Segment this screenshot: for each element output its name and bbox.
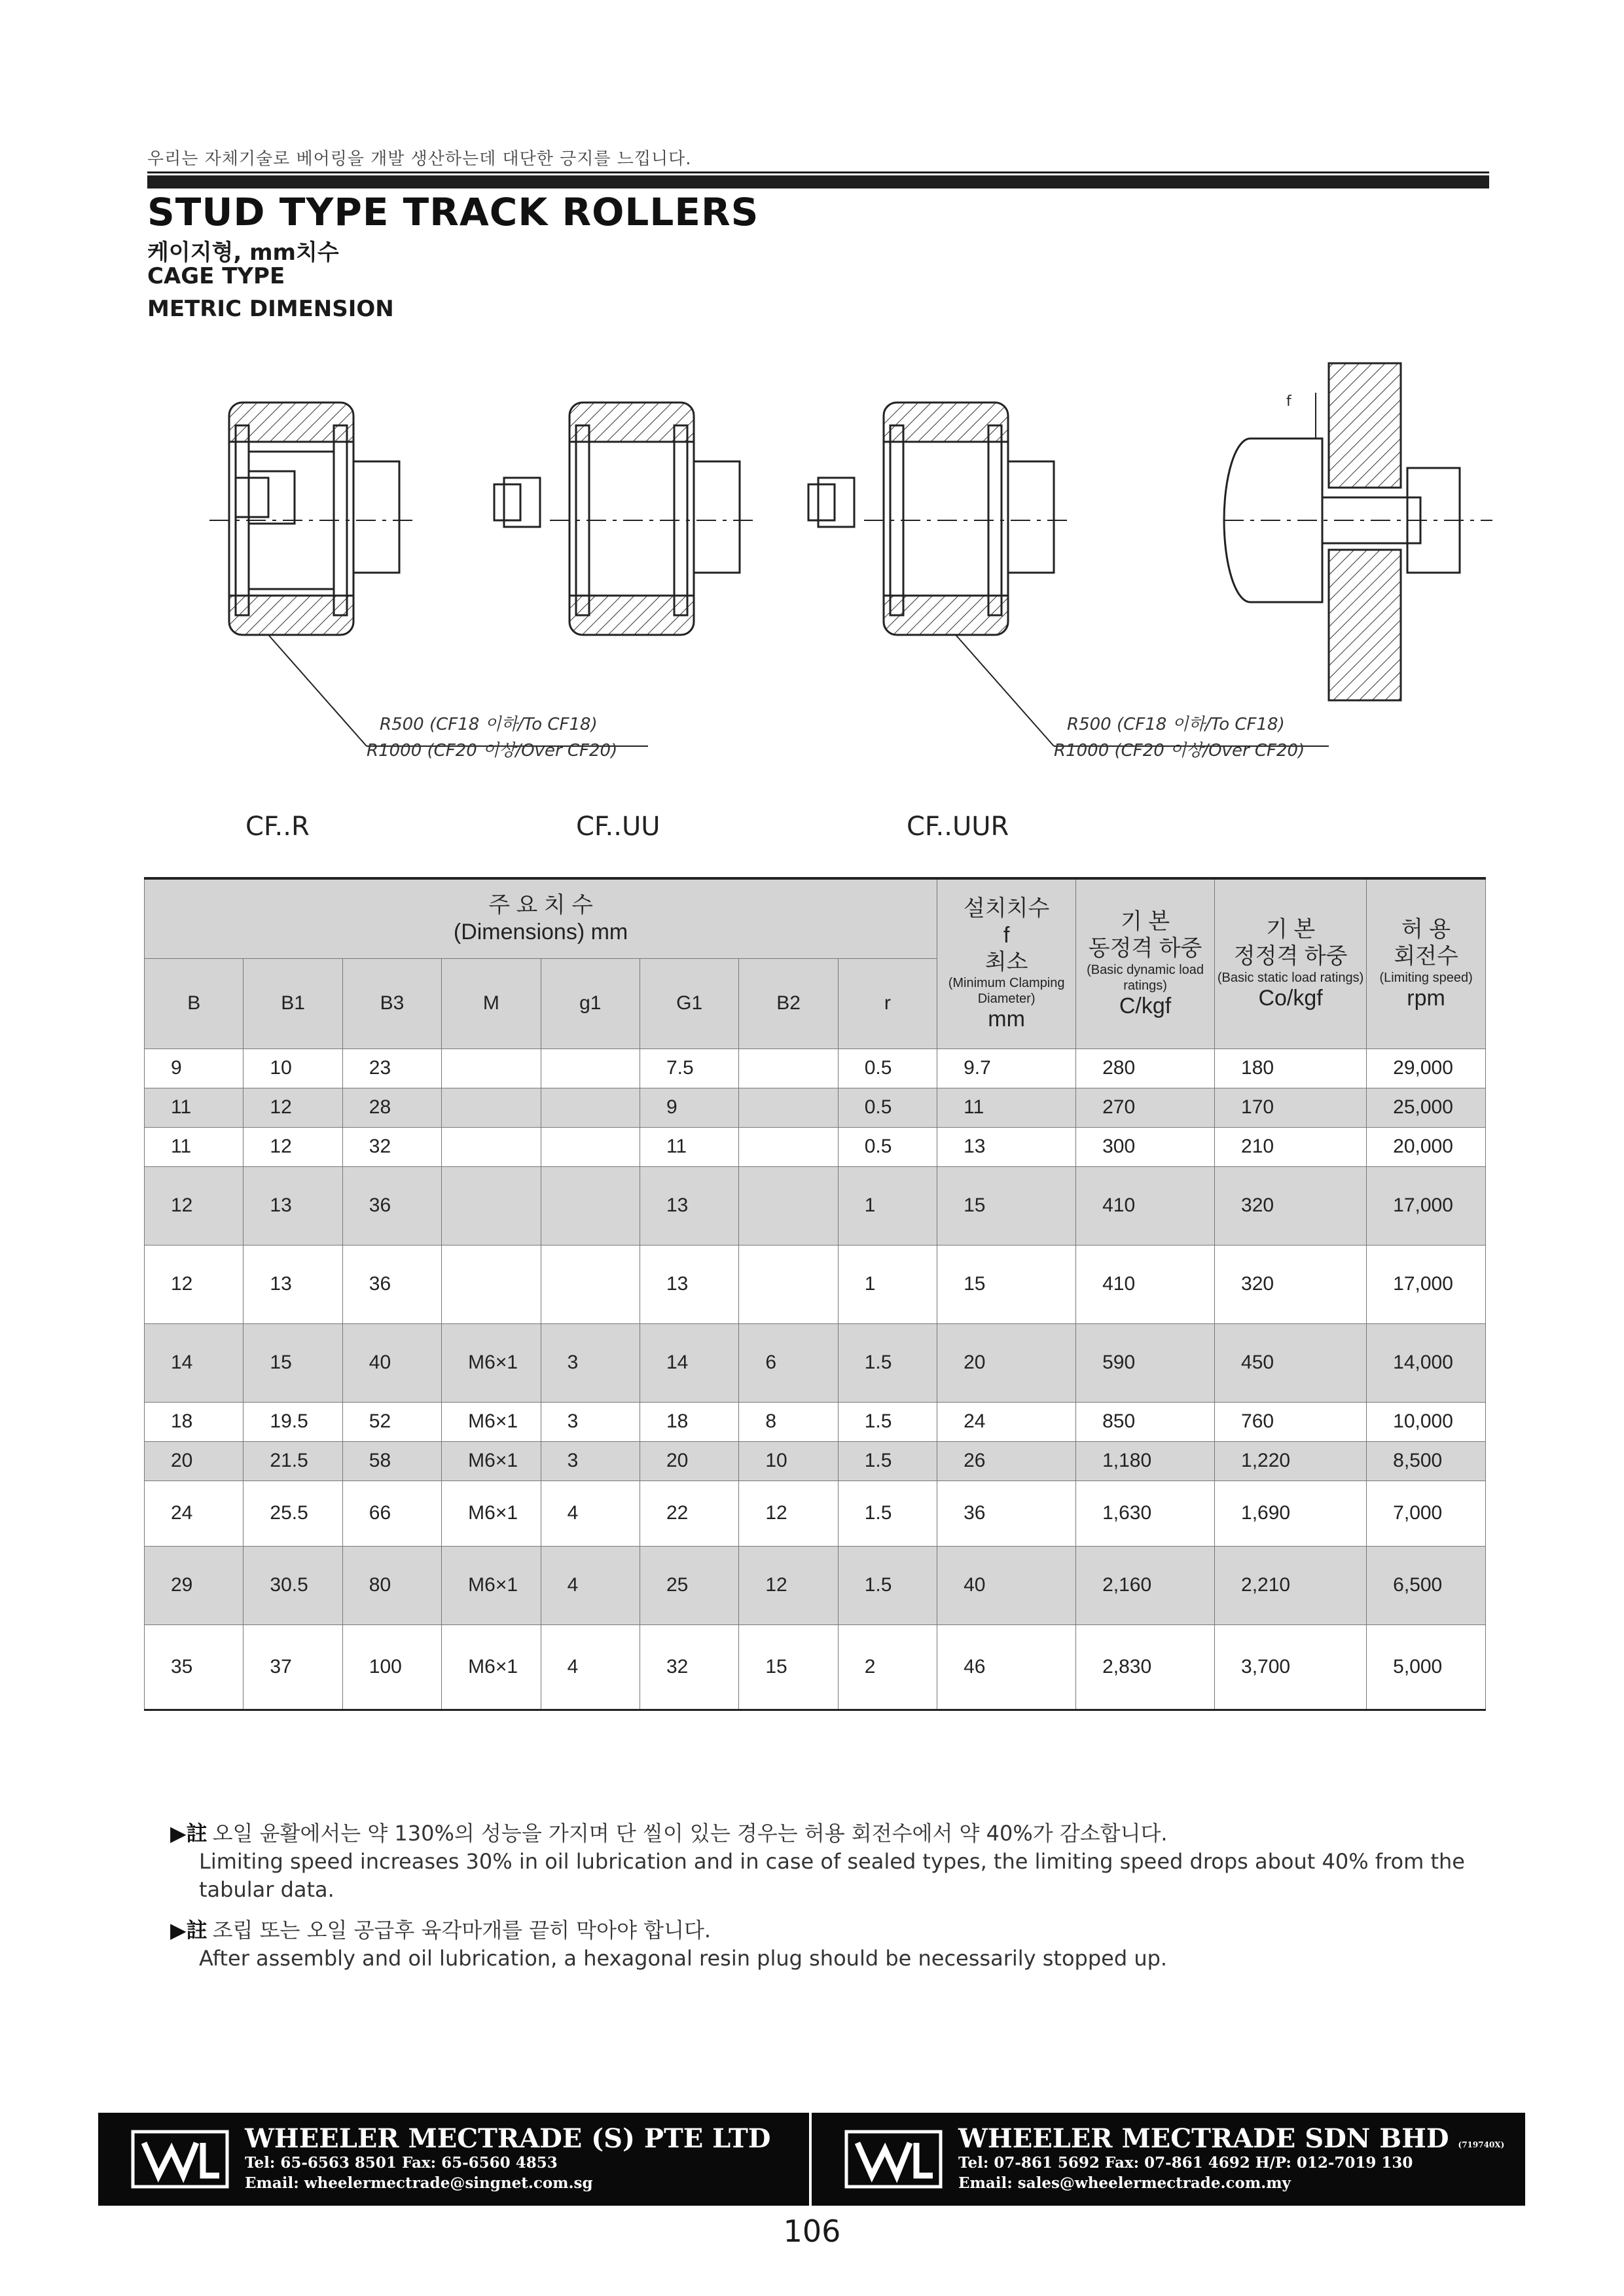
callout-right-1: R500 (CF18 이하/To CF18): [1067, 715, 1285, 734]
col-header-m: M: [442, 958, 541, 1049]
col-header-g1: G1: [640, 958, 738, 1049]
dimensions-header-en: (Dimensions) mm: [453, 919, 628, 944]
table-row: [145, 1402, 1486, 1441]
table-cell: 29,000: [1367, 1049, 1486, 1088]
static-load-header: [1215, 878, 1367, 1049]
table-row: [145, 1441, 1486, 1480]
wm-logo-icon: [844, 2130, 943, 2189]
table-cell: 80: [342, 1546, 441, 1624]
table-cell: 13: [244, 1245, 342, 1323]
table-cell: 1.5: [838, 1402, 937, 1441]
dynamic-load-header: [1076, 878, 1215, 1049]
tagline: 우리는 자체기술로 베어링을 개발 생산하는데 대단한 긍지를 느낍니다.: [147, 149, 692, 169]
table-cell: M6×1: [442, 1441, 541, 1480]
footer-left-email: Email: wheelermectrade@singnet.com.sg: [245, 2174, 593, 2192]
table-row: [145, 1127, 1486, 1166]
install-header-unit: mm: [988, 1007, 1025, 1032]
dynamic-header-unit: C/kgf: [1119, 994, 1172, 1019]
table-cell: [739, 1049, 838, 1088]
table-cell: 13: [640, 1166, 738, 1245]
table-cell: 3: [541, 1402, 640, 1441]
table-cell: M6×1: [442, 1624, 541, 1710]
dimensions-group-header: [145, 878, 937, 958]
table-cell: 10: [244, 1049, 342, 1088]
table-cell: 760: [1215, 1402, 1367, 1441]
table-cell: 12: [739, 1480, 838, 1546]
footer-right-email: Email: sales@wheelermectrade.com.my: [958, 2174, 1291, 2192]
table-cell: 210: [1215, 1127, 1367, 1166]
table-row: [145, 1245, 1486, 1323]
table-cell: 28: [342, 1088, 441, 1127]
note-1-kr: 오일 윤활에서는 약 130%의 성능을 가지며 단 씰이 있는 경우는 허용 회전수에서 약 40%가 감소합니다.: [212, 1821, 1168, 1846]
note-2-mark: ▶註: [170, 1917, 208, 1943]
spec-table: [144, 877, 1486, 1711]
wm-logo-icon: [131, 2130, 229, 2189]
model-label-cf-uu: CF..UU: [576, 812, 660, 842]
table-cell: 30.5: [244, 1546, 342, 1624]
table-cell: M6×1: [442, 1480, 541, 1546]
table-row: [145, 1049, 1486, 1088]
table-cell: 10,000: [1367, 1402, 1486, 1441]
table-cell: 4: [541, 1624, 640, 1710]
table-row: [145, 1480, 1486, 1546]
drawing-cf-uu: [494, 403, 759, 635]
table-cell: 8,500: [1367, 1441, 1486, 1480]
table-cell: 37: [244, 1624, 342, 1710]
col-header-r: r: [838, 958, 937, 1049]
table-cell: 100: [342, 1624, 441, 1710]
table-cell: 6,500: [1367, 1546, 1486, 1624]
install-header-f: f: [1003, 922, 1010, 948]
note-1-kr-line: [170, 1820, 1499, 1848]
table-cell: 24: [145, 1480, 244, 1546]
table-cell: 25: [640, 1546, 738, 1624]
table-cell: 9: [145, 1049, 244, 1088]
table-cell: 19.5: [244, 1402, 342, 1441]
install-header-min: 최소: [984, 949, 1028, 975]
plug-hex: [249, 471, 295, 524]
model-label-cf-uur: CF..UUR: [907, 812, 1009, 842]
dimensions-header-kr: 주 요 치 수: [488, 892, 593, 918]
table-cell: M6×1: [442, 1323, 541, 1402]
table-cell: 13: [244, 1166, 342, 1245]
table-cell: [442, 1127, 541, 1166]
table-cell: 0.5: [838, 1049, 937, 1088]
table-cell: 4: [541, 1480, 640, 1546]
drawing-cf-r: [209, 403, 648, 746]
table-row: [145, 1166, 1486, 1245]
table-cell: 270: [1076, 1088, 1215, 1127]
table-cell: 1.5: [838, 1480, 937, 1546]
table-cell: 15: [244, 1323, 342, 1402]
note-1-en: Limiting speed increases 30% in oil lubrication and in case of sealed types, the limiting speed drops about 40% from the tabular data.: [199, 1849, 1465, 1903]
table-cell: 2,210: [1215, 1546, 1367, 1624]
table-cell: 36: [342, 1245, 441, 1323]
callout-left-2: R1000 (CF20 이상/Over CF20): [367, 741, 618, 761]
install-header-en: (Minimum Clamping Diameter): [948, 976, 1065, 1007]
table-cell: 66: [342, 1480, 441, 1546]
table-cell: 1: [838, 1166, 937, 1245]
col-header-g1-small: g1: [541, 958, 640, 1049]
table-cell: 850: [1076, 1402, 1215, 1441]
table-cell: 6: [739, 1323, 838, 1402]
plug-cap: [236, 478, 268, 517]
note-2-kr: 조립 또는 오일 공급후 육각마개를 끝히 막아야 합니다.: [212, 1917, 712, 1943]
table-cell: [541, 1166, 640, 1245]
table-cell: 7,000: [1367, 1480, 1486, 1546]
subtitle-korean: 케이지형, mm치수: [147, 240, 339, 266]
table-cell: 32: [640, 1624, 738, 1710]
table-cell: 280: [1076, 1049, 1215, 1088]
callout-left-1: R500 (CF18 이하/To CF18): [380, 715, 598, 734]
table-cell: 12: [244, 1088, 342, 1127]
note-2-kr-line: [170, 1916, 1499, 1945]
install-header-kr: 설치치수: [963, 896, 1050, 922]
table-cell: 11: [937, 1088, 1076, 1127]
table-cell: [442, 1245, 541, 1323]
table-cell: 25,000: [1367, 1088, 1486, 1127]
table-cell: 180: [1215, 1049, 1367, 1088]
table-cell: 1.5: [838, 1546, 937, 1624]
table-cell: 170: [1215, 1088, 1367, 1127]
table-cell: 1.5: [838, 1323, 937, 1402]
table-cell: 13: [937, 1127, 1076, 1166]
table-cell: 24: [937, 1402, 1076, 1441]
table-cell: 21.5: [244, 1441, 342, 1480]
table-cell: [541, 1245, 640, 1323]
subtitle-type: CAGE TYPE: [147, 263, 285, 289]
table-cell: [739, 1127, 838, 1166]
static-header-kr2: 정정격 하중: [1233, 944, 1348, 969]
table-cell: 20: [640, 1441, 738, 1480]
table-cell: [541, 1049, 640, 1088]
table-cell: 10: [739, 1441, 838, 1480]
footer-right-company-line: [958, 2125, 1504, 2153]
col-header-b1: B1: [244, 958, 342, 1049]
subtitle-dimension: METRIC DIMENSION: [147, 296, 394, 322]
table-cell: 52: [342, 1402, 441, 1441]
table-cell: 2,160: [1076, 1546, 1215, 1624]
table-cell: 1: [838, 1245, 937, 1323]
spec-table-body: [145, 1049, 1486, 1710]
table-cell: 9.7: [937, 1049, 1076, 1088]
speed-header-kr2: 회전수: [1394, 944, 1458, 969]
table-cell: 40: [342, 1323, 441, 1402]
table-cell: 29: [145, 1546, 244, 1624]
table-cell: 1,220: [1215, 1441, 1367, 1480]
table-cell: 4: [541, 1546, 640, 1624]
table-cell: 15: [739, 1624, 838, 1710]
speed-header-en: (Limiting speed): [1379, 971, 1473, 986]
table-cell: 11: [145, 1127, 244, 1166]
table-cell: 17,000: [1367, 1166, 1486, 1245]
f-dimension-label: f: [1286, 393, 1291, 410]
install-dim-header: [937, 878, 1076, 1049]
note-1-mark: ▶註: [170, 1821, 208, 1846]
table-cell: [541, 1127, 640, 1166]
table-cell: 410: [1076, 1166, 1215, 1245]
table-cell: M6×1: [442, 1546, 541, 1624]
table-cell: 12: [739, 1546, 838, 1624]
model-label-cf-r: CF..R: [245, 812, 310, 842]
spec-table-wrapper: [144, 877, 1486, 1711]
table-cell: 46: [937, 1624, 1076, 1710]
table-cell: [442, 1049, 541, 1088]
dynamic-header-en: (Basic dynamic load ratings): [1087, 963, 1204, 994]
static-header-kr1: 기 본: [1266, 917, 1316, 942]
table-cell: 26: [937, 1441, 1076, 1480]
table-cell: 15: [937, 1245, 1076, 1323]
table-cell: [739, 1166, 838, 1245]
table-cell: 1.5: [838, 1441, 937, 1480]
footer-singapore: [98, 2113, 812, 2206]
footer-right-phone: Tel: 07-861 5692 Fax: 07-861 4692 H/P: 012-7019 130: [958, 2153, 1413, 2172]
table-cell: 1,690: [1215, 1480, 1367, 1546]
header-rule: [147, 175, 1489, 188]
table-cell: 40: [937, 1546, 1076, 1624]
footer-malaysia: [812, 2113, 1525, 2206]
table-cell: 20: [937, 1323, 1076, 1402]
table-cell: 3: [541, 1441, 640, 1480]
static-header-unit: Co/kgf: [1258, 986, 1323, 1011]
table-cell: M6×1: [442, 1402, 541, 1441]
table-cell: 0.5: [838, 1127, 937, 1166]
table-cell: 1,630: [1076, 1480, 1215, 1546]
speed-header-kr1: 허 용: [1401, 917, 1451, 942]
table-cell: 14: [640, 1323, 738, 1402]
table-cell: 5,000: [1367, 1624, 1486, 1710]
table-cell: 17,000: [1367, 1245, 1486, 1323]
static-header-en: (Basic static load ratings): [1217, 971, 1364, 986]
dynamic-header-kr2: 동정격 하중: [1088, 936, 1202, 961]
roller-drawings: [137, 353, 1506, 812]
table-cell: 300: [1076, 1127, 1215, 1166]
notes: [170, 1820, 1499, 1984]
page-number: 106: [783, 2214, 841, 2249]
footer-left-company: WHEELER MECTRADE (S) PTE LTD: [245, 2123, 771, 2154]
table-cell: 410: [1076, 1245, 1215, 1323]
table-cell: 0.5: [838, 1088, 937, 1127]
table-cell: 590: [1076, 1323, 1215, 1402]
footer-right-company: WHEELER MECTRADE SDN BHD: [958, 2123, 1449, 2154]
table-cell: 23: [342, 1049, 441, 1088]
drawing-mounting: [1224, 363, 1492, 700]
col-header-b2: B2: [739, 958, 838, 1049]
footer-left-phone: Tel: 65-6563 8501 Fax: 65-6560 4853: [245, 2153, 558, 2172]
table-cell: 12: [145, 1245, 244, 1323]
table-cell: 18: [145, 1402, 244, 1441]
speed-header-unit: rpm: [1407, 986, 1445, 1011]
table-cell: 14: [145, 1323, 244, 1402]
table-cell: [541, 1088, 640, 1127]
table-cell: 3: [541, 1323, 640, 1402]
footer-left-text: [245, 2125, 770, 2193]
table-cell: 320: [1215, 1166, 1367, 1245]
page-title: STUD TYPE TRACK ROLLERS: [147, 190, 759, 234]
table-cell: 11: [640, 1127, 738, 1166]
table-cell: 3,700: [1215, 1624, 1367, 1710]
table-cell: 1,180: [1076, 1441, 1215, 1480]
table-cell: 36: [342, 1166, 441, 1245]
table-cell: 12: [244, 1127, 342, 1166]
footer-right-reg: (719740X): [1458, 2140, 1505, 2149]
table-cell: 58: [342, 1441, 441, 1480]
table-cell: [442, 1166, 541, 1245]
table-cell: 9: [640, 1088, 738, 1127]
col-header-b: B: [145, 958, 244, 1049]
table-cell: 14,000: [1367, 1323, 1486, 1402]
table-cell: 320: [1215, 1245, 1367, 1323]
limiting-speed-header: [1367, 878, 1486, 1049]
note-2: [170, 1916, 1499, 1973]
table-cell: [442, 1088, 541, 1127]
table-cell: 2,830: [1076, 1624, 1215, 1710]
table-row: [145, 1088, 1486, 1127]
note-1: [170, 1820, 1499, 1905]
table-cell: 20,000: [1367, 1127, 1486, 1166]
table-cell: 22: [640, 1480, 738, 1546]
table-cell: 8: [739, 1402, 838, 1441]
table-cell: 20: [145, 1441, 244, 1480]
callout-right-2: R1000 (CF20 이상/Over CF20): [1054, 741, 1305, 761]
table-row: [145, 1546, 1486, 1624]
table-cell: 13: [640, 1245, 738, 1323]
footer-right-text: [958, 2125, 1504, 2193]
dynamic-header-kr1: 기 본: [1120, 909, 1170, 935]
table-cell: [739, 1245, 838, 1323]
note-2-en: After assembly and oil lubrication, a hexagonal resin plug should be necessarily stopped up.: [199, 1945, 1168, 1971]
table-row: [145, 1624, 1486, 1710]
table-cell: 25.5: [244, 1480, 342, 1546]
table-cell: 12: [145, 1166, 244, 1245]
table-cell: 32: [342, 1127, 441, 1166]
table-cell: [739, 1088, 838, 1127]
table-cell: 7.5: [640, 1049, 738, 1088]
table-cell: 2: [838, 1624, 937, 1710]
table-cell: 450: [1215, 1323, 1367, 1402]
footer: [98, 2113, 1525, 2206]
table-cell: 35: [145, 1624, 244, 1710]
table-cell: 36: [937, 1480, 1076, 1546]
table-cell: 15: [937, 1166, 1076, 1245]
header-rule-thin: [147, 171, 1489, 173]
table-cell: 11: [145, 1088, 244, 1127]
col-header-b3: B3: [342, 958, 441, 1049]
table-row: [145, 1323, 1486, 1402]
table-cell: 18: [640, 1402, 738, 1441]
